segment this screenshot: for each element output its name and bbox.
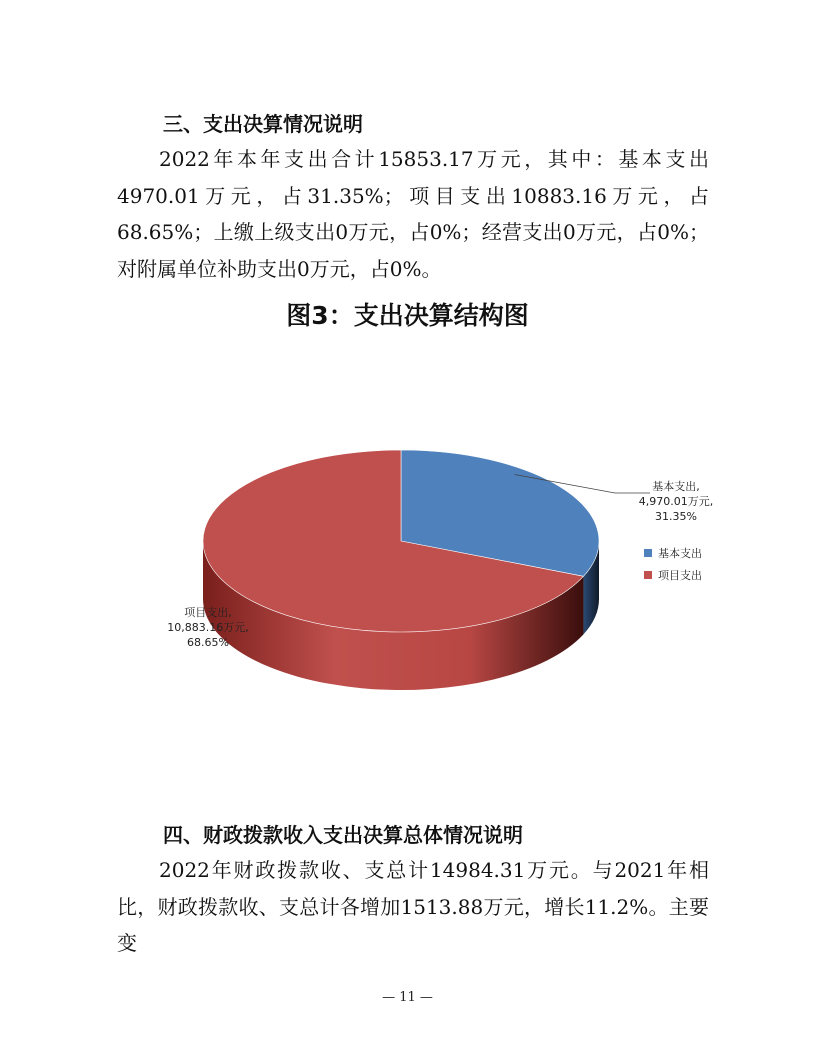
legend-swatch-project	[644, 571, 652, 579]
legend-label-project: 项目支出	[658, 569, 702, 582]
page-number: — 11 —	[382, 990, 433, 1005]
data-label-project-line: 项目支出,	[184, 606, 232, 619]
legend-label-basic: 基本支出	[658, 547, 702, 560]
section-3-paragraph: 2022年本年支出合计15853.17万元，其中：基本支出4970.01万元，占31.35%；项目支出10883.16万元，占68.65%；上缴上级支出0万元，占0%；经营支出0万元，占0%；对附属单位补助支出0万元，占0%。	[117, 147, 709, 281]
data-label-project-line: 68.65%	[187, 636, 229, 649]
section-3-heading: 三、支出决算情况说明	[163, 112, 363, 136]
section-4-heading: 四、财政拨款收入支出决算总体情况说明	[163, 823, 523, 847]
legend-swatch-basic	[644, 549, 652, 557]
chart-title: 图3：支出决算结构图	[286, 301, 529, 330]
data-label-basic-line: 4,970.01万元,	[638, 495, 714, 508]
section-4-paragraph: 2022年财政拨款收、支总计14984.31万元。与2021年相比，财政拨款收、支总计各增加1513.88万元，增长11.2%。主要变	[117, 858, 709, 955]
data-label-project-line: 10,883.16万元,	[167, 621, 249, 634]
pie-chart	[0, 340, 815, 740]
data-label-basic-line: 31.35%	[655, 510, 697, 523]
data-label-basic-line: 基本支出,	[652, 480, 700, 493]
